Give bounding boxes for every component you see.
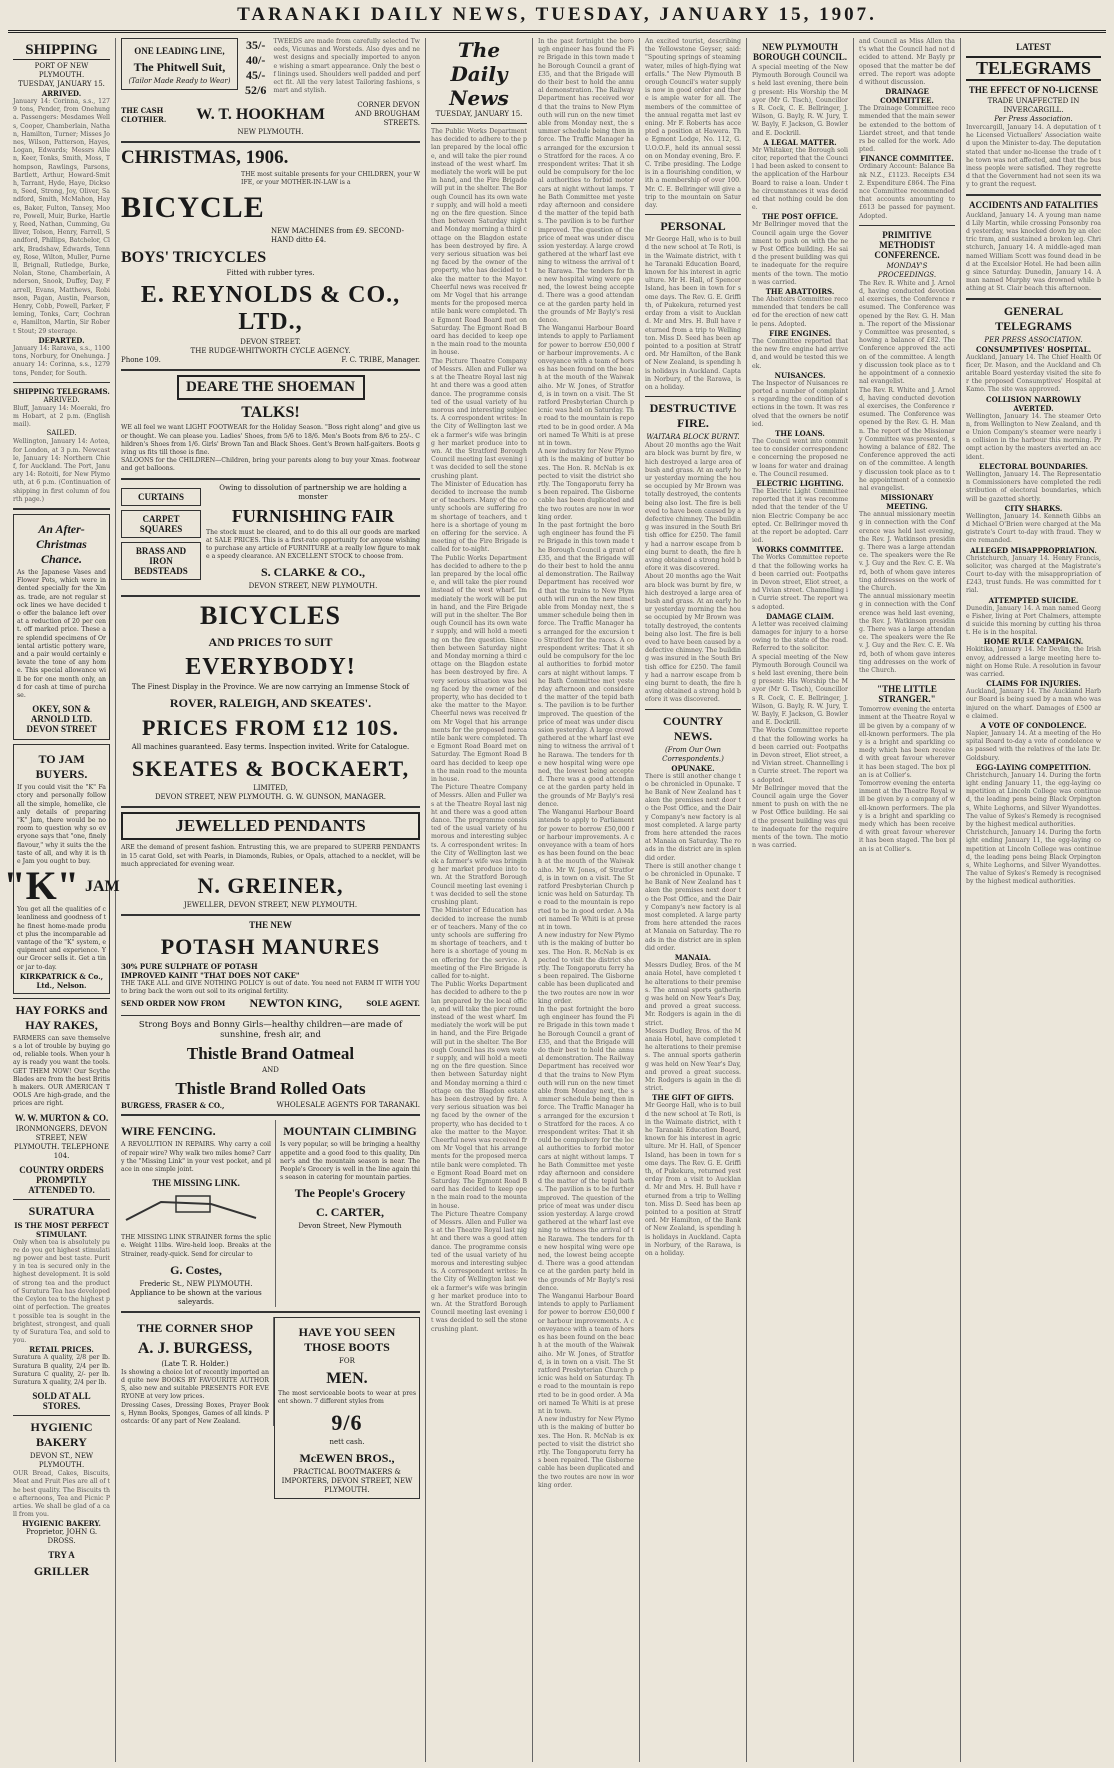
column-3 [426, 38, 533, 1762]
suratura-text: Only when tea is absolutely pure do you get highest stimulating power and best taste. Purity in tea is secured only in the highest development. It is sold of strong tea and the product of Suratura Tea has developed the Ceylon tea to the highest point of perfection. The greatest possible tea is sought in the brightest, strongest, and quality of Suratura Tea, and sold to you. [13, 1238, 110, 1345]
cash-clothier: THE CASH CLOTHIER. [121, 105, 167, 124]
bicycle-sub: NEW MACHINES from £9. SECOND-HAND ditto £4. [271, 227, 404, 245]
christmas-heading: CHRISTMAS, 1906. [121, 147, 289, 168]
council-heading: NEW PLYMOUTH BOROUGH COUNCIL. [752, 42, 847, 62]
masthead [0, 4, 1114, 28]
column-1 [3, 38, 120, 1762]
finest-display: The Finest Display in the Province. We are now carrying an Immense Stock of [131, 683, 410, 692]
stranger-text: Tomorrow evening the entertainment at the Theatre Royal will be given by a company of well-known performers. The play is a bright and sparkling comedy which has been received with great favour wherever it has been staged. The box plan is at Collier's. [859, 706, 955, 779]
reynolds-manager: F. C. TRIBE, Manager. [341, 356, 420, 365]
all-machines: All machines guaranteed. Easy terms. Inspection invited. Write for Catalogue. [131, 743, 410, 752]
country-news-heading: COUNTRY NEWS. [662, 713, 724, 743]
suicide-text: Dunedin, January 14. A man named George Fisher, living at Port Chalmers, attempted suicide this morning by cutting his throat. He is in the hospital. [966, 604, 1101, 637]
departed-text: January 14: Rarawa, s.s., 1100 tons, Norbury, for Onehunga. January 14: Corinna, s.s., 1279 tons, Pender, for South. [13, 344, 110, 377]
corner-shop: THE CORNER SHOP [136, 1320, 253, 1335]
drainage-committee: DRAINAGE COMMITTEE. [880, 87, 934, 106]
phitwell-ad [121, 38, 238, 90]
sold-at-stores: SOLD AT ALL STORES. [32, 1391, 91, 1412]
bicycle-heading: BICYCLE [121, 191, 265, 225]
xmas-chance-text: As the Japanese Vases and Flower Pots, which were indented specially for the Xmas. trade, are not regular stock lines we have decided to offer the balance left over at a reduction of 20 per cent. off marked price. These are splendid specimens of Oriental artistic pottery ware, and a pair would certainly elevate the tone of any home. This special allowance will be for one month only, and for cash at time of purchase. [17, 568, 106, 699]
tweeds-text: TWEEDS are made from carefully selected Tweeds, Vicunas and Worsteds. Also dyes and newest designs and specially imported to anyone wishing a smart appearance. Only the best of linings used. Shoulders well padded and perfect fit. All the very latest Tailoring fashions, smart and stylish. [273, 38, 420, 95]
potash-line2: IMPROVED KAINIT "THAT DOES NOT CAKE" [121, 971, 300, 981]
alleged-misappropriation: ALLEGED MISAPPROPRIATION. [970, 545, 1097, 555]
shipping-heading: SHIPPING [13, 42, 110, 60]
sole-agent: SOLE AGENT. [366, 999, 420, 1009]
editorial-body-repeat2: The Public Works Department has decided to adhere to the plan prepared by the local office, and will take the pier round instead of the west wharf. Immediately the work will be put in hand, and the Fire Brigade will put in the shelter. The Borough Council has its own water supply, and will hold a meeting on the fire question. Since then between Saturday night and Monday morning a third cottage on the Blagdon estate has been destroyed by fire. A very serious situation was being faced by the owner of the property, who has decided to take the matter to the Mayor. Cheerful news was received from Mr Vogel that his arrangements for the proposed mercantile bank were completed. The Egmont Road Board met on Saturday. The Egmont Road Board has decided to keep open the main road to the mountain house. [431, 981, 527, 1210]
consumptive-text: Auckland, January 14. The Chief Health Officer, Dr. Mason, and the Auckland and Charitable Board yesterday visited the site for the proposed Consumptives' Hospital at Kamo. The site was approved. [966, 353, 1101, 394]
postoffice-text: Mr Bellringer moved that the Council again urge the Government to push on with the new Post Office building. He said the present building was quite inadequate for the requirements of the town. The motion was carried. [752, 221, 848, 286]
burgess-name: A. J. BURGESS, [137, 1339, 253, 1357]
thistle-oatmeal: Thistle Brand Oatmeal [186, 1044, 355, 1064]
no-license-text: Invercargill, January 14. A deputation of the Licensed Victuallers' Association waited upon the Minister to-day. The deputation stated that under no-license the trade of the town was not affected, and that the business people were satisfied. They regretted that the Government had not seen its way to grant the request. [966, 124, 1101, 189]
rover-raleigh: ROVER, RALEIGH, AND SKEATES'. [169, 696, 372, 711]
carpet-label: CARPET SQUARES [121, 510, 201, 538]
tele-sailed: SAILED. [46, 429, 77, 438]
primitive-text-repeat: The Rev. R. White and J. Arnold, having conducted devotional exercises, the Conference resumed. The Conference was opened by the Rev. G. H. Mann. The report of the Missionary Committee was presented, showing a balance of £82. The Conference approved the action of the committee. A lengthy discussion took place as to the appointment of a connexional evangelist. [859, 386, 955, 492]
condolence-text: Napier, January 14. At a meeting of the Hospital Board to-day a vote of condolence was passed with the relatives of the late Dr. Goldsbury. [966, 729, 1101, 762]
shoeman-footer: SALOONS for the CHILDREN—Children, bring your parents along to buy your Xmas. footwear and get balloons. [121, 457, 420, 473]
hookham-address: CORNER DEVON AND BROUGHAM STREETS. [354, 101, 420, 127]
shipping-telegrams-heading: SHIPPING TELEGRAMS. [13, 386, 110, 396]
eggs-text: Christchurch, January 14. During the fortnight ending January 11, the egg-laying competition at Lincoln College was continued, the leading pens being Black Orpingtons, White Leghorns, and Silver Wyandottes. The value of Sykes's Remedy is recognised by the highest medical authorities. [966, 771, 1101, 828]
missionary-text: The annual missionary meeting in connection with the Conference was held last evening, the Rev. J. Watkinson presiding. There was a large attendance. The speakers were the Rev. J. Guy and the Rev. C. E. Ward, both of whom gave interesting addresses on the work of the Church. [859, 511, 955, 592]
jam-word: JAM [84, 878, 120, 896]
thistle-rolled-oats: Thistle Brand Rolled Oats [175, 1079, 366, 1099]
arrived-heading: ARRIVED. [41, 89, 82, 98]
news-body2: The Wanganui Harbour Board intends to apply to Parliament for power to borrow £50,000 for harbour improvements. A conveyance with a team of horses has been found on the beach at the mouth of the Waiwakaiho. Mr W. Jones, of Stratford, is in town on a visit. The Stratford Presbyterian Church picnic was held on Saturday. The road to the mountain is reported to be in good order. A Maori named Te Whiti is at present in town. [538, 325, 634, 447]
hookham-city: NEW PLYMOUTH. [237, 128, 304, 136]
column-6 [747, 38, 854, 1762]
price-3: 45/- [246, 68, 266, 82]
brass-label: BRASS AND IRON BEDSTEADS [121, 542, 201, 580]
column-7 [854, 38, 961, 1762]
little-stranger: "THE LITTLE STRANGER." [877, 684, 937, 705]
skeates-limited: LIMITED, [253, 784, 288, 793]
personal-text: Mr George Hall, who is to build the new school at Te Roti, is in the Waimate district, with the Taranaki Education Board, known for his interest in agriculture. Mr H. Hall, of Spencer Island, has been in town for some days. The Rev. G. E. Griffith, of Pukekura, returned yesterday from a visit to Auckland. Mr and Mrs. H. Bull have returned from a trip to Wellington. Miss D. Seed has been appointed to a position at Stratford. Mr Hamilton, of the Bank of New Zealand, is spending his holidays in Auckland. Captain Norbury, of the Rarawa, is on a holiday. [645, 236, 741, 391]
furnish-text: The stock must be cleared, and to do this all our goods are marked at SALE PRICES. This is a first-rate opportunity for anyone wishing to purchase any article of FURNITURE at a really low figure to make a speedy clearance. AN EXCELLENT STOCK to choose from. [206, 528, 420, 561]
costes-name: G. Costes, [170, 1262, 222, 1277]
trikes-sub: Fitted with rubber tyres. [226, 269, 315, 278]
costes-sub: Frederic St., NEW PLYMOUTH. [139, 1279, 253, 1288]
shoeman-title: DEARE THE SHOEMAN [177, 375, 365, 400]
burgess-fraser: BURGESS, FRASER & CO., [121, 1101, 225, 1111]
primitive-text: The Rev. R. White and J. Arnold, having conducted devotional exercises, the Conference resumed. The Conference was opened by the Rev. G. H. Mann. The report of the Missionary Committee was presented, showing a balance of £82. The Conference approved the action of the committee. A lengthy discussion took place as to the appointment of a connexional evangelist. [859, 279, 955, 386]
opunake-heading: OPUNAKE. [671, 763, 715, 773]
retail-prices: RETAIL PRICES. [29, 1345, 94, 1355]
try-a: TRY A [48, 1550, 75, 1561]
hookham-name: W. T. HOOKHAM [196, 105, 325, 123]
skeates-name: SKEATES & BOCKAERT, [131, 756, 410, 782]
hygienic-name: HYGIENIC BAKERY. [22, 1519, 101, 1529]
news-body2-repeat: The Wanganui Harbour Board intends to apply to Parliament for power to borrow £50,000 for harbour improvements. A conveyance with a team of horses has been found on the beach at the mouth of the Waiwakaiho. Mr W. Jones, of Stratford, is in town on a visit. The Stratford Presbyterian Church picnic was held on Saturday. The road to the mountain is reported to be in good order. A Maori named Te Whiti is at present in town. [538, 809, 634, 931]
murton-name: W. W. MURTON & CO. [14, 1112, 109, 1123]
editorial-body2: The Picture Theatre Company of Messrs. Allen and Fuller was at the Theatre Royal last night and there was a good attendance. The programme consisted of the usual variety of humorous and interesting subjects. A correspondent writes: In the City of Wellington last week a farmer's wife was bringing her market produce into town. At the Stratford Borough Council meeting last evening it was decided to sell the stone crushing plant. [431, 357, 527, 480]
oatmeal-and: AND [262, 1066, 279, 1075]
climbing-title: MOUNTAIN CLIMBING [283, 1124, 417, 1139]
burgess-text: Is showing a choice lot of recently imported and quite new BOOKS BY FAVOURITE AUTHORS, also new and suitable PRESENTS FOR EVERYONE at very low prices. [121, 1368, 269, 1401]
departed-heading: DEPARTED. [38, 335, 85, 345]
claims-for-injuries: CLAIMS FOR INJURIES. [986, 679, 1081, 689]
price-2: 40/- [246, 53, 266, 67]
furnishing-items [121, 484, 201, 584]
nett-cash: nett cash. [329, 1438, 365, 1447]
column-2 [116, 38, 426, 1762]
bakery-sub: DEVON ST., NEW PLYMOUTH. [29, 1452, 94, 1470]
council-text: A special meeting of the New Plymouth Borough Council was held last evening, there being present: His Worship the Mayor (Mr G. Tisch), Councillors R. Cock, C. E. Bellringer, J. Wilson, G. Bayly, R. W. Jury, T. W. Bayly, F. Jackson, G. Bowler and E. Dockrill. [752, 64, 848, 137]
works-text-repeat: The Works Committee reported that the following works had been carried out: Footpaths in Devon street, Eliot street, and Vivian street. Channelling in Currie street. The report was adopted. [752, 727, 848, 784]
vote-of-condolence: A VOTE OF CONDOLENCE. [980, 720, 1087, 730]
wire-text: A REVOLUTION IN REPAIRS. Why carry a coil of repair wire? Why walk two miles home? Carry the "Missing Link" in your vest pocket, and place in one simple joint. [121, 1141, 271, 1174]
col7-body: and Council as Miss Allen that's what the Council had not decided to attend. Mr Bayly proposed that the matter be deferred. The report was adopted without discussion. [859, 38, 955, 87]
burgess-fraser-sub: WHOLESALE AGENTS FOR TARANAKI. [276, 1101, 420, 1110]
price-4: 52/6 [245, 83, 267, 97]
xmas-chance-title: An After-Christmas Chance. [36, 521, 87, 566]
christmas-text: THE most suitable presents for your CHILDREN, your WIFE, or your MOTHER-IN-LAW is a [241, 171, 420, 187]
waitara-subheading: WAITARA BLOCK BURNT. [646, 433, 740, 442]
own-correspondents: (From Our Own Correspondents.) [662, 745, 724, 763]
wire-strainer-illustration [121, 1190, 261, 1230]
hay-text: FARMERS can save themselves a lot of trouble by buying good, reliable tools. When your hay is ready you want the tools. GET THEM NOW! Our Scythe Blades are from the best British makers. OUR AMERICAN TOOLS Are high-grade, and the prices are right. [13, 1034, 110, 1108]
accidents-heading: ACCIDENTS AND FATALITIES [968, 199, 1099, 210]
column-4 [533, 38, 640, 1762]
tele-text1: Bluff, January 14: Moeraki, from Hobart, at 2 p.m. (English mail). [13, 404, 110, 429]
okey-arnold: OKEY, SON & ARNOLD LTD. DEVON STREET [26, 704, 97, 735]
furnishing-fair: FURNISHING FAIR [231, 505, 395, 526]
carter-sub: Devon Street, New Plymouth [298, 1222, 402, 1231]
trikes-heading: BOYS' TRICYCLES [121, 249, 267, 267]
editorial-body3: The Minister of Education has decided to increase the number of teachers. Many of the county schools are suffering from shortage of teachers, and there is a shortage of young men offering for the service. A meeting of the Fire Brigade is called for to-night. [431, 480, 527, 554]
the-new: THE NEW [249, 920, 292, 931]
collision-text: Wellington, January 14. The steamer Orton, from Wellington to New Zealand, and the Union Company's steamer were nearly in collision in the harbour this morning. Prompt action by the masters averted an accident. [966, 412, 1101, 461]
abattoirs-text: The Abattoirs Committee recommended that tenders be called for the erection of new cattle pens. Adopted. [752, 296, 848, 328]
hay-title: HAY FORKS and HAY RAKES, [15, 1002, 108, 1032]
homerule-text: Hokitika, January 14. Mr Devlin, the Irish envoy, addressed a large meeting here to-night on Home Rule. A resolution in favour was carried. [966, 646, 1102, 678]
electric-lighting: ELECTRIC LIGHTING. [756, 478, 844, 488]
xmas-chance-ad [13, 514, 110, 740]
news-body3-repeat: A new industry for New Plymouth is the making of butter boxes. The Hon. R. McNab is expected to visit the district shortly. The Tongaporutu ferry has been repaired. The Gisborne cable has been duplicated and the two routes are now in working order. [538, 932, 634, 1005]
legal-text: Mr Whitaker, the Borough solicitor, reported that the Council had been asked to consent to the application of the Harbour Board to raise a loan. Under the circumstances it was decided that nothing could be done. [752, 146, 848, 212]
arrived-text: January 14: Corinna, s.s., 1279 tons, Pender, from Onehunga. Passengers: Mesdames Wells, Cooper, Chamberlain, Nathan, Hamilton, Turner; Misses Jones, Wilson, Patterson, Hayes, Logan, Edwards; Messrs Allen, Keer, Tonks, Smith, Moss, Thompson, Rawlings, Parsons, Bartlett, Arthur, Howard-Smith, Tarrant, Hyde, Haye, Dickson, Seed, Strong, Joy, Oliver, Sandford, Smith, McMahon, Hayes, Baker, Fulton, Tansey, Moore, Powell, Muir, Burke, Hartley, Reed, Nathan, Cumming, Gulliver, Tolson, Henry, Farrell, Sandford, Phillips, Batchelor, Clark, Bradshaw, Edwards, Tenney, Rose, Wilton, Muller, Purnell, Brignall, Rutledge, Burke, Nolan, Stone, Chamberlain, Anderson, Snook, Duffey, Day, Farrell, Evans, Matthews, Robinson, Pagan, Austin, Pearson, Henry, Cobb, Powell, Parker, Fleming, Tonks, Carr, Cochrane, Hamilton, Martin, Sir Robert Stout; 29 steerage. [13, 98, 110, 335]
gift-text: Mr George Hall, who is to build the new school at Te Roti, is in the Waimate district, with the Taranaki Education Board, known for his interest in agriculture. Mr H. Hall, of Spencer Island, has been in town for some days. The Rev. G. E. Griffith, of Pukekura, returned yesterday from a visit to Auckland. Mr and Mrs. H. Bull have returned from a trip to Wellington. Miss D. Seed has been appointed to a position at Stratford. Mr Hamilton, of the Bank of New Zealand, is spending his holidays in Auckland. Captain Norbury, of the Rarawa, is on a holiday. [645, 1102, 741, 1257]
price-1: 35/- [246, 38, 266, 52]
climbing-text: Is very popular, so will be bringing a healthy appetite and a good food to this quality, Dinner's and the mountain season is near. The People's Grocery is well in the line again this season in catering for mountain parties. [280, 1141, 421, 1182]
jewelled-text: ARE the demand of present fashion. Entrusting this, we are prepared to SUPERB PENDANTS in 15 carat Gold, set with Pearls, in Diamonds, Rubies, or Opals, attached to a necklet, will be much appreciated for evening wear. [121, 844, 420, 868]
boots-men: MEN. [326, 1369, 368, 1387]
clarke-name: S. CLARKE & CO., [260, 565, 365, 580]
consumptives-hospital: CONSUMPTIVES' HOSPITAL. [975, 344, 1092, 354]
reynolds-name: E. REYNOLDS & CO., LTD., [140, 282, 401, 336]
manaia-text: Messrs Dudley, Bros. of the Manaia Hotel, have completed the alterations to their premises. The annual sports gathering was held on New Year's Day, and proved a great success. Mr. Rodgers is again in the district. [645, 962, 741, 1027]
shoeman-talks: TALKS! [241, 404, 300, 422]
burgess-sub: (Late T. R. Holder.) [161, 1359, 229, 1368]
griller: GRILLER [33, 1564, 90, 1579]
postoffice-text-repeat: Mr Bellringer moved that the Council again urge the Government to push on with the new Post Office building. He said the present building was quite inadequate for the requirements of the town. The motion was carried. [752, 784, 848, 850]
phitwell-sub: (Tailor Made Ready to Wear) [128, 77, 231, 85]
boots-ad [274, 1317, 420, 1499]
jam-ad [3, 744, 120, 994]
appliance: Appliance to be shown at the various saleyards. [130, 1288, 262, 1306]
wire-fencing-ad [121, 1120, 276, 1306]
nuisances: NUISANCES. [774, 370, 826, 380]
have-you-seen: HAVE YOU SEEN THOSE BOOTS [298, 1324, 396, 1354]
greiner-address: JEWELLER, DEVON STREET, NEW PLYMOUTH. [183, 901, 358, 910]
dressing-cases: Dressing Cases, Dressing Boxes, Prayer Books, Hymn Books, Sponges, Games of all kinds. Postcards: Of any part of New Zealand. [121, 1401, 269, 1426]
rudge-agency: THE RUDGE-WHITWORTH CYCLE AGENCY. [190, 347, 351, 356]
masthead-rule [8, 30, 1106, 33]
everybody: EVERYBODY! [185, 654, 356, 681]
potash-manures: POTASH MANURES [160, 934, 381, 960]
bicycles-heading: BICYCLES [200, 601, 341, 631]
primitive-methodist: PRIMITIVE METHODIST CONFERENCE. [874, 229, 940, 260]
column-5 [640, 38, 747, 1762]
damage-claim: DAMAGE CLAIM. [766, 611, 834, 621]
tele-text2: Wellington, January 14: Aotea, for London, at 3 p.m. Newcastle, January 14: Northern Chief, for Auckland. The Port, January 14: Rotoiti, for New Plymouth, at 6 p.m. (Continuation of shipping in first column of fourth page.) [13, 438, 110, 503]
news-body-repeat2: In the past fortnight the borough engineer has found the Fire Brigade in this town made the Borough Council a grant of £35, and that the Brigade will do their best to hold the annual demonstration. The Railway Department has received word that the trains to New Plymouth will run on the new timetable from Monday next, the summer schedule being then in force. The Traffic Manager has arranged for the excursion to Stratford for the races. A correspondent writes: That it should be compulsory for the local authorities to forbid motor cars at night without lamps. The Bath Committee met yesterday afternoon and considered the matter of the tepid baths. The pavilion is to be further improved. The question of the price of meat was under discussion yesterday. A large crowd gathered at the wharf last evening to witness the arrival of the Rarawa. The tenders for the new hospital wing were opened, the lowest being accepted. There was a good attendance at the garden party held in the grounds of Mr Bayly's residence. [538, 1005, 634, 1292]
news-body: In the past fortnight the borough engineer has found the Fire Brigade in this town made the Borough Council a grant of £35, and that the Brigade will do their best to hold the annual demonstration. The Railway Department has received word that the trains to New Plymouth will run on the new timetable from Monday next, the summer schedule being then in force. The Traffic Manager has arranged for the excursion to Stratford for the races. A correspondent writes: That it should be compulsory for the local authorities to forbid motor cars at night without lamps. The Bath Committee met yesterday afternoon and considered the matter of the tepid baths. The pavilion is to be further improved. The question of the price of meat was under discussion yesterday. A large crowd gathered at the wharf last evening to witness the arrival of the Rarawa. The tenders for the new hospital wing were opened, the lowest being accepted. There was a good attendance at the garden party held in the grounds of Mr Bayly's residence. [538, 38, 634, 324]
mcewen-name: McEWEN BROS., [299, 1451, 395, 1466]
suratura-title: SURATURA [28, 1203, 95, 1218]
alleged-text: Christchurch, January 14. Henry Francis, solicitor, was charged at the Magistrate's Court to-day with the misappropriation of £243, trust funds. He was committed for trial. [966, 554, 1101, 595]
oatmeal-intro: Strong Boys and Bonny Girls—healthy children—are made of sunshine, fresh air, and [138, 1020, 403, 1041]
nuisances-text: The Inspector of Nuisances reported a number of complaints regarding the condition of sections in the town. It was resolved that the owners be notified. [752, 379, 848, 428]
city-sharks: CITY SHARKS. [1004, 503, 1063, 513]
manaia-heading: MANAIA. [674, 953, 712, 963]
editorial-body3-repeat: The Minister of Education has decided to increase the number of teachers. Many of the county schools are suffering from shortage of teachers, and there is a shortage of young men offering for the service. A meeting of the Fire Brigade is called for to-night. [431, 907, 527, 980]
jam-title: TO JAM BUYERS. [35, 752, 88, 782]
masthead-title: TARANAKI DAILY NEWS, TUESDAY, JANUARY 15, 1907. [237, 4, 877, 25]
newton-king: NEWTON KING, [249, 996, 343, 1011]
skeates-address: DEVON STREET, NEW PLYMOUTH. G. W. GUNSON, MANAGER. [154, 793, 387, 802]
general-press: PER PRESS ASSOCIATION. [984, 335, 1083, 344]
electoral-text: Wellington, January 14. The Representation Commissioners have completed the redistribution of electoral boundaries, which will be gazetted shortly. [966, 470, 1101, 503]
collision-heading: COLLISION NARROWLY AVERTED. [986, 394, 1081, 413]
strainer-text: THE MISSING LINK STRAINER forms the splice. Weight 11lbs. Wire-held loop. Breaks at the Strainer, ready-quick. Send for circular to [121, 1234, 271, 1258]
attempted-suicide: ATTEMPTED SUICIDE. [988, 595, 1079, 605]
editorial-body: The Public Works Department has decided to adhere to the plan prepared by the local office, and will take the pier round instead of the west wharf. Immediately the work will be put in hand, and the Fire Brigade will put in the shelter. The Borough Council has its own water supply, and will hold a meeting on the fire question. Since then between Saturday night and Monday morning a third cottage on the Blagdon estate has been destroyed by fire. A very serious situation was being faced by the owner of the property, who has decided to take the matter to the Mayor. Cheerful news was received from Mr Vogel that his arrangements for the proposed mercantile bank were completed. The Egmont Road Board met on Saturday. The Egmont Road Board has decided to keep open the main road to the mountain house. [431, 128, 527, 357]
bicycles-sub: AND PRICES TO SUIT [208, 635, 333, 650]
mcewen-sub: PRACTICAL BOOTMAKERS & IMPORTERS, DEVON STREET, NEW PLYMOUTH. [281, 1468, 413, 1495]
curtains-label: CURTAINS [121, 488, 201, 506]
mountain-climbing-ad [280, 1120, 420, 1231]
column-8 [961, 38, 1106, 1762]
editorial-body2-repeat: The Picture Theatre Company of Messrs. Allen and Fuller was at the Theatre Royal last night and there was a good attendance. The programme consisted of the usual variety of humorous and interesting subjects. A correspondent writes: In the City of Wellington last week a farmer's wife was bringing her market produce into town. At the Stratford Borough Council meeting last evening it was decided to sell the stone crushing plant. [431, 784, 527, 907]
phitwell-suit: The Phitwell Suit, [133, 60, 226, 74]
prices-from: PRICES FROM £12 10S. [141, 715, 400, 741]
news-body3: A new industry for New Plymouth is the making of butter boxes. The Hon. R. McNab is expected to visit the district shortly. The Tongaporutu ferry has been repaired. The Gisborne cable has been duplicated and the two routes are now in working order. [538, 448, 634, 521]
bakery-title: HYGIENIC BAKERY [30, 1420, 93, 1450]
potash-line1: 30% PURE SULPHATE OF POTASH [121, 962, 258, 972]
suratura-sub: IS THE MOST PERFECT STIMULANT. [14, 1220, 109, 1239]
fire-engines: FIRE ENGINES. [769, 328, 831, 338]
carter-name: C. CARTER, [316, 1205, 384, 1220]
manaia-text-repeat: Messrs Dudley, Bros. of the Manaia Hotel, have completed the alterations to their premises. The annual sports gathering was held on New Year's Day, and proved a great success. Mr. Rodgers is again in the district. [645, 1027, 741, 1093]
jewelled-pendants: JEWELLED PENDANTS [121, 812, 420, 840]
fire-text-repeat: About 20 months ago the Waitara block was burnt by fire, which destroyed a large area of bush and grass. At an early hour yesterday morning the house occupied by Mr Brown was totally destroyed, the contents being also lost. The fire is believed to have been caused by a defective chimney. The building was insured in the South British office for £250. The family had a narrow escape from being burnt to death, the fire having obtained a strong hold before it was discovered. [645, 573, 741, 704]
latest-label: LATEST [1016, 42, 1051, 52]
greiner-name: N. GREINER, [197, 873, 344, 899]
opunake-text: There is still another change to be chronicled in Opunake. The Bank of New Zealand has taken the premises next door to the Post Office, and the Dairy Company's new factory is almost completed. A large party from here attended the races at Manaia on Saturday. The roads in the district are in splendid order. [645, 772, 741, 862]
news-body3-repeat2: A new industry for New Plymouth is the making of butter boxes. The Hon. R. McNab is expected to visit the district shortly. The Tongaporutu ferry has been repaired. The Gisborne cable has been duplicated and the two routes are now in working order. [538, 1416, 634, 1489]
clarke-address: DEVON STREET, NEW PLYMOUTH. [248, 582, 378, 591]
damage-text: A letter was received claiming damages for injury to a horse owing to the state of the road. Referred to the solicitor. [752, 620, 848, 653]
news-body-repeat: In the past fortnight the borough engineer has found the Fire Brigade in this town made the Borough Council a grant of £35, and that the Brigade will do their best to hold the annual demonstration. The Railway Department has received word that the trains to New Plymouth will run on the new timetable from Monday next, the summer schedule being then in force. The Traffic Manager has arranged for the excursion to Stratford for the races. A correspondent writes: That it should be compulsory for the local authorities to forbid motor cars at night without lamps. The Bath Committee met yesterday afternoon and considered the matter of the tepid baths. The pavilion is to be further improved. The question of the price of meat was under discussion yesterday. A large crowd gathered at the wharf last evening to witness the arrival of the Rarawa. The tenders for the new hospital wing were opened, the lowest being accepted. There was a good attendance at the garden party held in the grounds of Mr Bayly's residence. [538, 521, 634, 808]
home-rule-campaign: HOME RULE CAMPAIGN. [983, 637, 1084, 647]
editorial-body2-repeat2: The Picture Theatre Company of Messrs. Allen and Fuller was at the Theatre Royal last night and there was a good attendance. The programme consisted of the usual variety of humorous and interesting subjects. A correspondent writes: In the City of Wellington last week a farmer's wife was bringing her market produce into town. At the Stratford Borough Council meeting last evening it was decided to sell the stone crushing plant. [431, 1210, 527, 1333]
peoples-grocery: The People's Grocery [294, 1186, 406, 1201]
jam-text: If you could visit the "K" Factory and personally follow all the simple, homelike, cleanly details of preparing "K" Jam, there would be no room to question why so everyone says that "one, finely flavour," why it suits the the taste of all, and why it is the Jam you ought to buy. [17, 784, 106, 866]
telegrams-heading: TELEGRAMS [966, 56, 1101, 81]
missionary-meeting: MISSIONARY MEETING. [880, 493, 934, 512]
egg-laying: EGG-LAYING COMPETITION. [976, 762, 1091, 772]
potash-text: THE TAKE ALL and GIVE NOTHING POLICY is out of date. You need not FARM IT WITH YOU to bring back the worn out soil to its original fertility. [121, 980, 420, 996]
council-text-repeat: A special meeting of the New Plymouth Borough Council was held last evening, there being present: His Worship the Mayor (Mr G. Tisch), Councillors R. Cock, C. E. Bellringer, J. Wilson, G. Bayly, R. W. Jury, T. W. Bayly, F. Jackson, G. Bowler and E. Dockrill. [752, 653, 848, 727]
sharks-text: Wellington, January 14. Kenneth Gibbs and Michael O'Brien were charged at the Magistrate's Court to-day with fraud. They were remanded. [966, 512, 1101, 545]
shipping-date: TUESDAY, JANUARY 15. [18, 80, 105, 88]
boots-for: FOR [339, 1356, 355, 1365]
bakery-text: OUR Bread, Cakes, Biscuits, Meat and Fruit Pies are all of the best quality. The Biscuits the afternoons, Tea and Picnic Parties. We shall be glad of a call from you. [13, 1470, 110, 1519]
press-association: Per Press Association. [994, 115, 1073, 123]
retail-text: Suratura A quality, 2/8 per lb. Suratura B quality, 2/4 per lb. Suratura C quality, 2/- per lb. Suratura X quality, 2/4 per lb. [13, 1354, 110, 1386]
murton-sub: IRONMONGERS, DEVON STREET, NEW PLYMOUTH. TELEPHONE 104. [14, 1124, 109, 1160]
hygienic-prop: Proprietor, JOHN G. DROSS. [25, 1528, 98, 1546]
send-order: SEND ORDER NOW FROM [121, 999, 226, 1009]
reynolds-phone: Phone 109. [121, 356, 161, 365]
mondays-proceedings: MONDAY'S PROCEEDINGS. [877, 261, 937, 279]
suit-prices [238, 38, 274, 98]
abattoirs: THE ABATTOIRS. [765, 287, 835, 297]
loans: THE LOANS. [775, 428, 825, 438]
electric-text: The Electric Light Committee reported that it was recommended that the tender of the Union Electric Company be accepted. Cr. Bellringer moved that the report be adopted. Carried. [752, 487, 848, 545]
legal-matter: A LEGAL MATTER. [763, 137, 837, 147]
fireengine-text: The Committee reported that the new fire engine had arrived, and would be tested this week. [752, 337, 848, 370]
col5-body: An excited tourist, describing the Yellowstone Geyser, said: "Spouting springs of steaming water, miles of high-flying waterfalls." The New Plymouth Borough Council's water supply is now in good order and there is ample water for all. The members of the committee of the annual regatta met last evening. Mr F. Roberts has accepted a position at Hawera. The Egmont Lodge, No. 112, G.U.O.O.F., held its annual session on Monday evening, Bro. F. C. Tribe presiding. The Lodge is in a flourishing condition, with a membership of over 100. Mr. C. E. Bellringer will give a trip to the mountain on Saturday. [645, 38, 741, 210]
editorial-body-repeat: The Public Works Department has decided to adhere to the plan prepared by the local office, and will take the pier round instead of the west wharf. Immediately the work will be put in hand, and the Fire Brigade will put in the shelter. The Borough Council has its own water supply, and will hold a meeting on the fire question. Since then between Saturday night and Monday morning a third cottage on the Blagdon estate has been destroyed by fire. A very serious situation was being faced by the owner of the property, who has decided to take the matter to the Mayor. Cheerful news was received from Mr Vogel that his arrangements for the proposed mercantile bank were completed. The Egmont Road Board met on Saturday. The Egmont Road Board has decided to keep open the main road to the mountain house. [431, 554, 527, 784]
finance-text: Ordinary Account: Balance Bank N.Z., £1123. Receipts £342. Expenditure £864. The Finance Committee recommended that accounts amounting to £613 be passed for payment. Adopted. [859, 163, 955, 220]
finance-committee: FINANCE COMMITTEE. [860, 154, 954, 164]
loans-text: The Council went into committee to consider correspondence concerning the proposed new loans for water and drainage. The Council resumed. [752, 437, 848, 478]
tele-arrived: ARRIVED. [43, 395, 80, 404]
accidents-text: Auckland, January 14. A young man named Lily Martin, while crossing Ponsonby road yesterday, was knocked down by an electric tram, and sustained a broken leg. Christchurch, January 14. A middle-aged man named William Scott was found dead in bed at the Excelsior Hotel. He had been ailing since Saturday. Dunedin, January 14. A man named Murphy was drowned while bathing at St. Clair beach this afternoon. [966, 211, 1101, 293]
general-telegrams: GENERAL TELEGRAMS [995, 303, 1072, 333]
post-office: THE POST OFFICE. [761, 212, 839, 222]
kirkpatrick: KIRKPATRICK & Co., Ltd., Nelson. [19, 971, 104, 990]
destructive-fire-heading: DESTRUCTIVE FIRE. [649, 401, 737, 431]
works-committee: WORKS COMMITTEE. [756, 545, 844, 555]
stranger-text-repeat: Tomorrow evening the entertainment at the Theatre Royal will be given by a company of well-known performers. The play is a bright and sparkling comedy which has been received with great favour wherever it has been staged. The box plan is at Collier's. [859, 780, 955, 853]
opunake-text-repeat: There is still another change to be chronicled in Opunake. The Bank of New Zealand has taken the premises next door to the Post Office, and the Dairy Company's new factory is almost completed. A large party from here attended the races at Manaia on Saturday. The roads in the district are in splendid order. [645, 862, 741, 952]
fire-text: About 20 months ago the Waitara block was burnt by fire, which destroyed a large area of bush and grass. At an early hour yesterday morning the house occupied by Mr Brown was totally destroyed, the contents being also lost. The fire is believed to have been caused by a defective chimney. The building was insured in the South British office for £250. The family had a narrow escape from being burnt to death, the fire having obtained a strong hold before it was discovered. [645, 442, 741, 573]
eggs-text-repeat: Christchurch, January 14. During the fortnight ending January 11, the egg-laying competition at Lincoln College was continued, the leading pens being Black Orpingtons, White Leghorns, and Silver Wyandottes. The value of Sykes's Remedy is recognised by the highest medical authorities. [966, 829, 1101, 886]
electoral-boundaries: ELECTORAL BOUNDARIES. [979, 461, 1088, 471]
wire-fencing-title: WIRE FENCING. [121, 1124, 216, 1139]
editorial-dateline: TUESDAY, JANUARY 15. [435, 110, 523, 118]
furnish-intro: Owing to dissolution of partnership we are holding a monster [219, 483, 407, 501]
news-body2-repeat2: The Wanganui Harbour Board intends to apply to Parliament for power to borrow £50,000 for harbour improvements. A conveyance with a team of horses has been found on the beach at the mouth of the Waiwakaiho. Mr W. Jones, of Stratford, is in town on a visit. The Stratford Presbyterian Church picnic was held on Saturday. The road to the mountain is reported to be in good order. A Maori named Te Whiti is at present in town. [538, 1293, 634, 1415]
boots-price: 9/6 [331, 1410, 363, 1436]
country-orders: COUNTRY ORDERS PROMPTLY ATTENDED TO. [19, 1164, 104, 1195]
port-line: PORT OF NEW PLYMOUTH. [34, 62, 89, 79]
drainage-text: The Drainage Committee recommended that the main sewer be extended to the bottom of Liardet street, and that tenders be called for the work. Adopted. [859, 105, 955, 154]
one-leading-line: ONE LEADING LINE, [134, 46, 225, 56]
personal-heading: PERSONAL [660, 219, 726, 234]
missing-link: THE MISSING LINK. [152, 1178, 240, 1189]
daily-news-heading: The Daily News [449, 38, 509, 110]
jam-k-logo: "K" [3, 863, 79, 909]
gift-of-gifts: THE GIFT OF GIFTS. [652, 1093, 734, 1103]
missionary-text-repeat: The annual missionary meeting in connection with the Conference was held last evening, the Rev. J. Watkinson presiding. There was a large attendance. The speakers were the Rev. J. Guy and the Rev. C. E. Ward, both of whom gave interesting addresses on the work of the Church. [859, 593, 955, 674]
no-license-heading: THE EFFECT OF NO-LICENSE [968, 85, 1099, 95]
shoeman-text: WE all feel we want LIGHT FOOTWEAR for the Holiday Season. "Boss right along" and give us or thought. We can please you. Ladies' Shoes, from 5/6 to 18/6. Men's Boots from 8/6 to 25/-. Children's Shoes from 1/6. Girls' Brown Tan and Black Shoes. Gent's Brown half-gaiters. Boots giving us fits till those is fine. [121, 424, 420, 457]
jam-text2: You get all the qualities of cleanliness and goodness of the finest home-made product plus the incomparable advantage of the "K" system, equipment and experience. Your Grocer sells it. Get a tin or jar to-day. [17, 906, 106, 971]
works-text: The Works Committee reported that the following works had been carried out: Footpaths in Devon street, Eliot street, and Vivian street. Channelling in Currie street. The report was adopted. [752, 554, 848, 611]
no-license-sub: TRADE UNAFFECTED IN INVERCARGILL. [987, 97, 1080, 114]
boots-text: The most serviceable boots to wear at present shown. 7 different styles from [277, 1389, 416, 1406]
reynolds-street: DEVON STREET. [240, 338, 301, 347]
injuries-text: Auckland, January 14. The Auckland Harbour Board is being sued by a man who was injured on the wharf. Damages of £500 are claimed. [966, 688, 1101, 720]
